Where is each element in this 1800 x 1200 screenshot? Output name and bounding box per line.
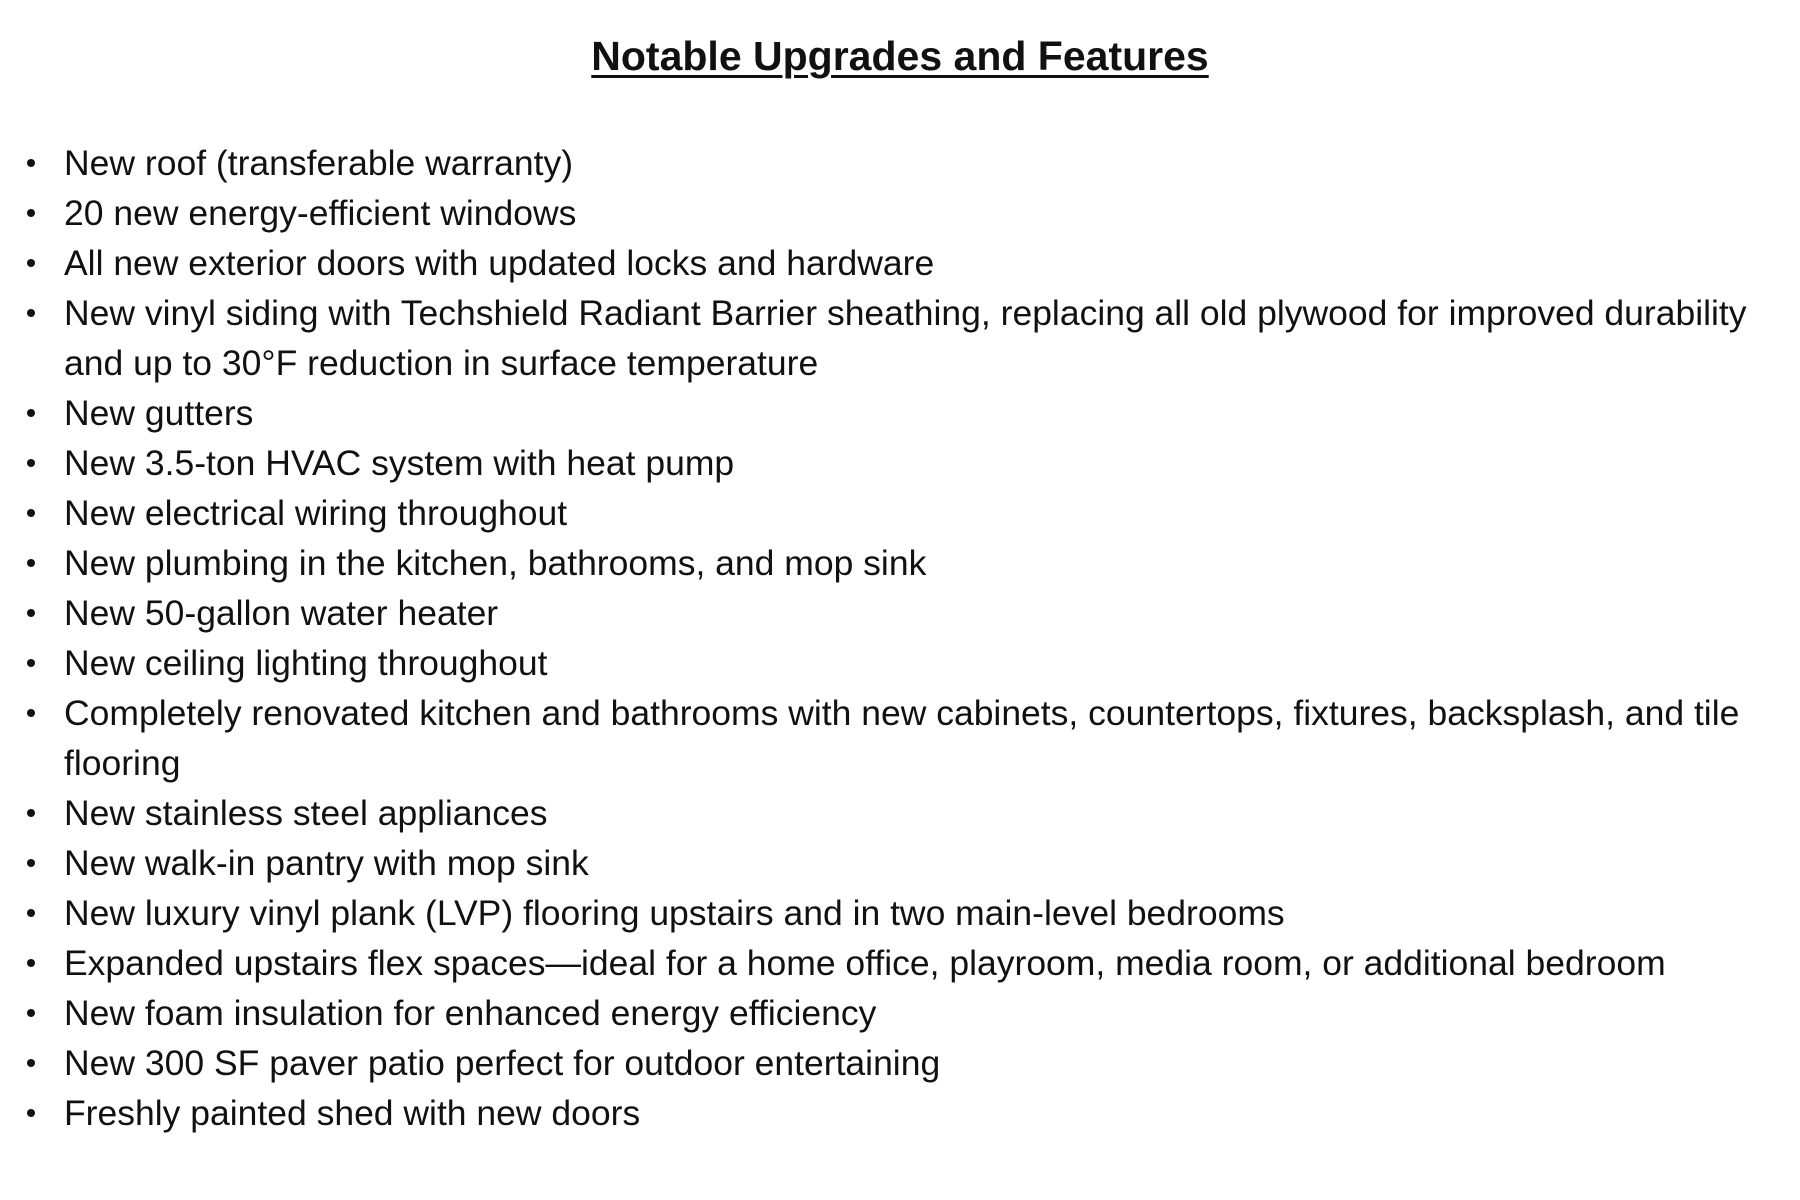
list-item (0, 388, 1790, 438)
bullet-icon (27, 1059, 35, 1067)
bullet-icon (27, 159, 35, 167)
list-item-text: New vinyl siding with Techshield Radiant Barrier sheathing, replacing all old plywood for improved durability and up to 30°F reduction in surface temperature (64, 293, 1747, 383)
bullet-icon (27, 609, 35, 617)
list-item (0, 838, 1790, 888)
list-item (0, 988, 1790, 1038)
list-item (0, 938, 1790, 988)
list-item (0, 888, 1790, 938)
bullet-icon (27, 1009, 35, 1017)
list-item-text: New foam insulation for enhanced energy efficiency (64, 993, 877, 1033)
bullet-icon (27, 709, 35, 717)
list-item (0, 1038, 1790, 1088)
list-item-text: 20 new energy-efficient windows (64, 193, 577, 233)
list-item (0, 588, 1790, 638)
list-item (0, 238, 1790, 288)
list-item-text: New ceiling lighting throughout (64, 643, 548, 683)
list-item-text: New electrical wiring throughout (64, 493, 568, 533)
list-item (0, 688, 1790, 788)
list-item (0, 638, 1790, 688)
list-item-text: New walk-in pantry with mop sink (64, 843, 589, 883)
list-item-text: New 3.5-ton HVAC system with heat pump (64, 443, 735, 483)
bullet-icon (27, 959, 35, 967)
list-item (0, 138, 1790, 188)
list-item (0, 538, 1790, 588)
list-item-text: Expanded upstairs flex spaces—ideal for a home office, playroom, media room, or additional bedroom (64, 943, 1666, 983)
list-item-text: Freshly painted shed with new doors (64, 1093, 641, 1133)
list-item (0, 788, 1790, 838)
list-item-text: New 50-gallon water heater (64, 593, 499, 633)
bullet-icon (27, 309, 35, 317)
list-item-text: All new exterior doors with updated locks and hardware (64, 243, 935, 283)
bullet-icon (27, 559, 35, 567)
bullet-icon (27, 409, 35, 417)
list-item-text: New gutters (64, 393, 254, 433)
bullet-icon (27, 859, 35, 867)
features-list (0, 138, 1790, 1138)
bullet-icon (27, 909, 35, 917)
list-item (0, 188, 1790, 238)
bullet-icon (27, 809, 35, 817)
list-item (0, 1088, 1790, 1138)
list-item-text: New luxury vinyl plank (LVP) flooring upstairs and in two main-level bedrooms (64, 893, 1285, 933)
bullet-icon (27, 509, 35, 517)
bullet-icon (27, 1109, 35, 1117)
bullet-icon (27, 459, 35, 467)
bullet-icon (27, 659, 35, 667)
list-item-text: Completely renovated kitchen and bathrooms with new cabinets, countertops, fixtures, backsplash, and tile flooring (64, 693, 1740, 783)
list-item (0, 488, 1790, 538)
list-item-text: New stainless steel appliances (64, 793, 548, 833)
list-item (0, 288, 1790, 388)
bullet-icon (27, 209, 35, 217)
list-item-text: New roof (transferable warranty) (64, 143, 574, 183)
list-item-text: New plumbing in the kitchen, bathrooms, and mop sink (64, 543, 927, 583)
list-item (0, 438, 1790, 488)
list-item-text: New 300 SF paver patio perfect for outdoor entertaining (64, 1043, 941, 1083)
bullet-icon (27, 259, 35, 267)
page-title: Notable Upgrades and Features (591, 33, 1209, 79)
